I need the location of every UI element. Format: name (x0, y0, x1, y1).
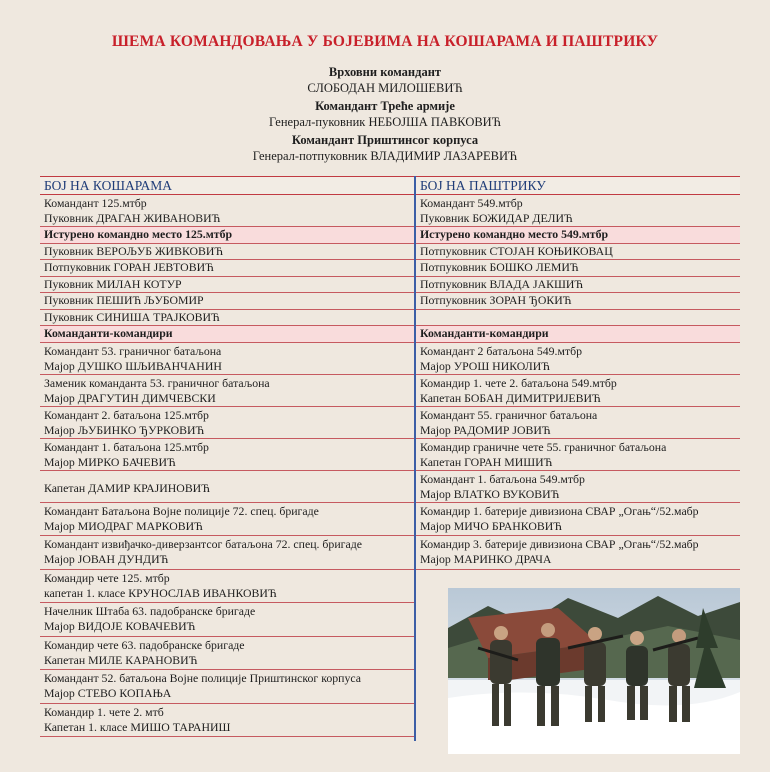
officer-row (40, 195, 414, 227)
officer-row (416, 536, 740, 570)
officer-row (416, 293, 740, 310)
unit-line: Командир чете 63. падобранске бригаде (44, 637, 245, 652)
officer-name: Потпуковник СТОЈАН КОЊИКОВАЦ (420, 243, 613, 258)
officer-row (40, 670, 414, 704)
officer-name: Мајор МИРКО БАЧЕВИЋ (44, 454, 176, 469)
section-header-row (416, 227, 740, 244)
officer-row (40, 310, 414, 327)
officer-row (40, 260, 414, 277)
unit-line: Командир 1. чете 2. мтб (44, 704, 164, 719)
unit-line: Командант извиђачко-диверзантсог батаљона 72. спец. бригаде (44, 537, 362, 551)
officer-name: Пуковник ПЕШИЋ ЉУБОМИР (44, 293, 204, 307)
officer-row (416, 195, 740, 227)
officer-row (416, 407, 740, 439)
officer-name: Мајор ЉУБИНКО ЂУРКОВИЋ (44, 422, 205, 437)
pastrik-header: БОЈ НА ПАШТРИКУ (416, 176, 740, 195)
officer-name: Мајор ДРАГУТИН ДИМЧЕВСКИ (44, 390, 216, 405)
commander-name: Генерал-потпуковник ВЛАДИМИР ЛАЗАРЕВИЋ (252, 149, 518, 163)
unit-line: Командант 52. батаљона Војне полиције Приштинског корпуса (44, 671, 361, 685)
officer-name: Пуковник ВЕРОЉУБ ЖИВКОВИЋ (44, 243, 224, 258)
section-header-row (40, 326, 414, 343)
page-title: ШЕМА КОМАНДОВАЊА У БОЈЕВИМА НА КОШАРАМА И ПАШТРИКУ (111, 33, 659, 50)
unit-line: Командант 549.мтбр (420, 196, 523, 210)
unit-line: Командир 1. батерије дивизиона СВАР „Огањ“/52.мабр (420, 503, 699, 518)
unit-line: Заменик команданта 53. граничног батаљона (44, 375, 270, 390)
officer-name: капетан 1. класе КРУНОСЛАВ ИВАНКОВИЋ (44, 585, 277, 600)
kosare-header: БОЈ НА КОШАРАМА (40, 176, 414, 195)
unit-line: Командант 1. батаљона 125.мтбр (44, 439, 209, 454)
corps-commander (0, 132, 770, 164)
unit-line: Начелник Штаба 63. падобранске бригаде (44, 604, 256, 618)
officer-name: Мајор РАДОМИР ЈОВИЋ (420, 422, 551, 437)
commander-name: Генерал-пуковник НЕБОЈША ПАВКОВИЋ (269, 115, 501, 129)
officer-name: Капетан 1. класе МИШО ТАРАНИШ (44, 719, 231, 734)
officer-row (416, 260, 740, 277)
officer-row (416, 375, 740, 407)
officer-row (40, 471, 414, 503)
section-header-row (40, 227, 414, 244)
unit-line: Командант 55. граничног батаљона (420, 407, 598, 422)
unit-line: Командир 3. батерије дивизиона СВАР „Огањ“/52.мабр (420, 537, 699, 551)
officer-row (40, 603, 414, 637)
kosare-column (40, 176, 414, 737)
officer-row (40, 503, 414, 537)
officer-name: Мајор МАРИНКО ДРАЧА (420, 552, 552, 566)
unit-line: Командант Батаљона Војне полиције 72. спец. бригаде (44, 503, 319, 518)
role-label: Командант Приштинсог корпуса (291, 133, 479, 147)
unit-line: Командант 53. граничног батаљона (44, 343, 222, 358)
officer-name: Потпуковник ЗОРАН ЂОКИЋ (420, 293, 572, 307)
officer-row (416, 471, 740, 503)
officer-row (40, 343, 414, 375)
officer-name: Мајор УРОШ НИКОЛИЋ (420, 358, 550, 373)
officer-row (40, 439, 414, 471)
officer-name: Капетан ГОРАН МИШИЋ (420, 454, 553, 469)
officer-name: Истурено командно место 549.мтбр (420, 227, 609, 241)
officer-row (40, 407, 414, 439)
officer-row (40, 244, 414, 261)
officer-row (40, 570, 414, 604)
officer-row (40, 375, 414, 407)
officer-row (416, 343, 740, 375)
officer-row (40, 293, 414, 310)
officer-name: Капетан ДАМИР КРАЈИНОВИЋ (44, 480, 210, 495)
officer-name: Пуковник СИНИША ТРАЈКОВИЋ (44, 309, 220, 324)
unit-line: Командант 1. батаљона 549.мтбр (420, 471, 585, 486)
officer-name: Капетан МИЛЕ КАРАНОВИЋ (44, 652, 198, 667)
officer-name: Истурено командно место 125.мтбр (44, 227, 233, 241)
unit-line: Командир 1. чете 2. батаљона 549.мтбр (420, 375, 617, 390)
section-header-row (416, 326, 740, 343)
officer-row (416, 244, 740, 261)
officer-name: Пуковник БОЖИДАР ДЕЛИЋ (420, 211, 573, 225)
officer-row (40, 277, 414, 294)
officer-name: Капетан БОБАН ДИМИТРИЈЕВИЋ (420, 390, 601, 405)
unit-line: Командант 125.мтбр (44, 196, 147, 210)
unit-line: Командант 2 батаљона 549.мтбр (420, 343, 582, 358)
officer-row (416, 310, 740, 327)
officer-name: Команданти-командири (420, 326, 549, 340)
commander-name: СЛОБОДАН МИЛОШЕВИЋ (307, 81, 463, 95)
officer-name: Мајор МИОДРАГ МАРКОВИЋ (44, 518, 203, 533)
officer-row (40, 704, 414, 738)
army-commander (0, 98, 770, 130)
officer-name: Команданти-командири (44, 326, 173, 340)
officer-name: Потпуковник ГОРАН ЈЕВТОВИЋ (44, 260, 214, 274)
unit-line: Командант 2. батаљона 125.мтбр (44, 407, 209, 422)
officer-name: Мајор ВИДОЈЕ КОВАЧЕВИЋ (44, 619, 196, 633)
role-label: Врховни командант (328, 65, 442, 79)
officer-row (416, 503, 740, 537)
pastrik-column (416, 176, 740, 570)
unit-line: Командир чете 125. мтбр (44, 570, 170, 585)
supreme-commander (0, 64, 770, 96)
soldiers-photo (448, 588, 740, 754)
officer-name: Потпуковник ВЛАДА ЈАКШИЋ (420, 276, 584, 291)
officer-name: Мајор СТЕВО КОПАЊА (44, 686, 172, 700)
officer-name: Мајор ЈОВАН ДУНДИЋ (44, 552, 169, 566)
officer-name: Пуковник ДРАГАН ЖИВАНОВИЋ (44, 211, 221, 225)
unit-line: Командир граничне чете 55. граничног батаљона (420, 439, 667, 454)
officer-name: Мајор МИЧО БРАНКОВИЋ (420, 518, 562, 533)
officer-name: Мајор ВЛАТКО ВУКОВИЋ (420, 486, 560, 501)
officer-row (416, 439, 740, 471)
officer-row (40, 536, 414, 570)
officer-row (40, 637, 414, 671)
officer-name: Потпуковник БОШКО ЛЕМИЋ (420, 260, 579, 274)
role-label: Командант Треће армије (315, 99, 455, 113)
officer-name: Пуковник МИЛАН КОТУР (44, 276, 182, 291)
officer-row (416, 277, 740, 294)
officer-name: Мајор ДУШКО ШЉИВАНЧАНИН (44, 358, 222, 373)
